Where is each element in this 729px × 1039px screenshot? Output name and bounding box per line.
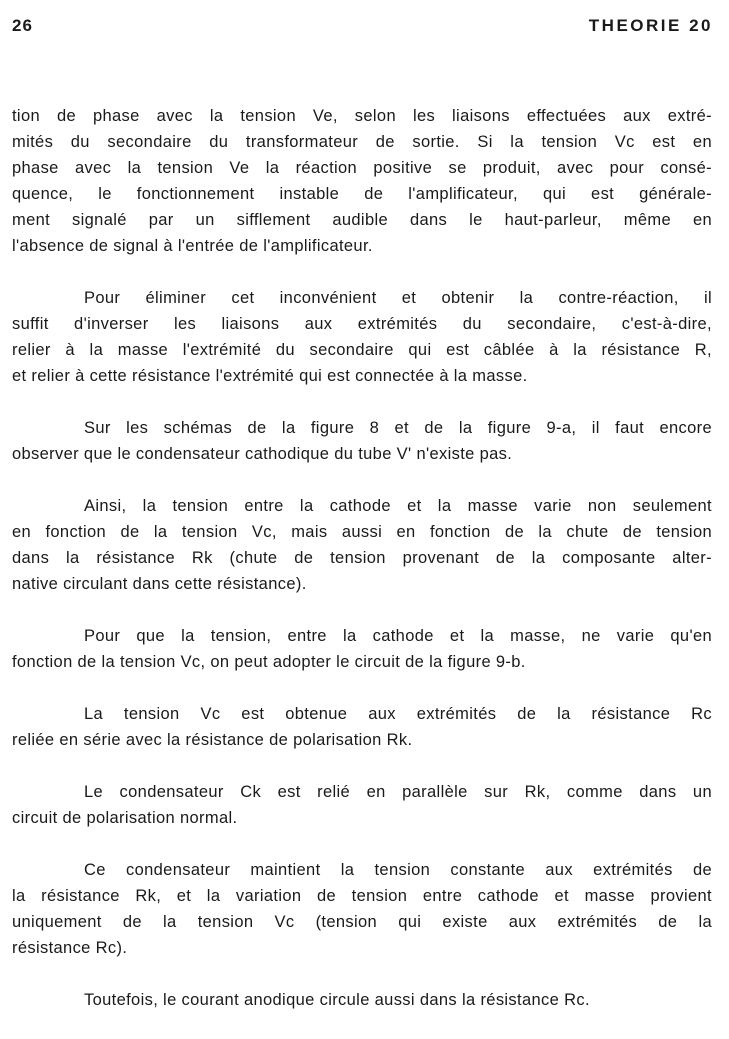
text-line: Ce condensateur maintient la tension constante aux extrémités de [84,861,712,879]
paragraph [12,415,712,467]
text-line: observer que le condensateur cathodique du tube V' n'existe pas. [12,445,513,463]
text-line: La tension Vc est obtenue aux extrémités de la résistance Rc [84,705,712,723]
page-header [12,14,713,38]
paragraph [12,857,712,961]
paragraph [12,623,712,675]
text-line: Ainsi, la tension entre la cathode et la masse varie non seulement [84,497,712,515]
text-line: ment signalé par un sifflement audible dans le haut-parleur, même en [12,211,712,229]
text-line: relier à la masse l'extrémité du secondaire qui est câblée à la résistance R, [12,341,712,359]
paragraph [12,701,712,753]
paragraph [12,285,712,389]
text-line: Toutefois, le courant anodique circule aussi dans la résistance Rc. [84,991,590,1009]
paragraph [12,493,712,597]
text-line: reliée en série avec la résistance de polarisation Rk. [12,731,413,749]
paragraph [12,779,712,831]
paragraph [12,103,712,259]
text-line: et relier à cette résistance l'extrémité qui est connectée à la masse. [12,367,528,385]
text-line: phase avec la tension Ve la réaction positive se produit, avec pour consé- [12,159,712,177]
running-title: THEORIE 20 [588,16,713,35]
text-line: mités du secondaire du transformateur de sortie. Si la tension Vc est en [12,133,712,151]
text-line: uniquement de la tension Vc (tension qui existe aux extrémités de la [12,913,712,931]
body-text [12,103,712,1039]
text-line: native circulant dans cette résistance). [12,575,307,593]
text-line: tion de phase avec la tension Ve, selon les liaisons effectuées aux extré- [12,107,712,125]
text-line: suffit d'inverser les liaisons aux extrémités du secondaire, c'est-à-dire, [12,315,712,333]
text-line: Le condensateur Ck est relié en parallèle sur Rk, comme dans un [84,783,712,801]
text-line: circuit de polarisation normal. [12,809,238,827]
text-line: la résistance Rk, et la variation de tension entre cathode et masse provient [12,887,712,905]
text-line: l'absence de signal à l'entrée de l'amplificateur. [12,237,373,255]
text-line: quence, le fonctionnement instable de l'amplificateur, qui est générale- [12,185,712,203]
text-line: fonction de la tension Vc, on peut adopter le circuit de la figure 9-b. [12,653,526,671]
text-line: résistance Rc). [12,939,128,957]
text-line: dans la résistance Rk (chute de tension provenant de la composante alter- [12,549,712,567]
paragraph [12,987,712,1013]
page-number: 26 [12,16,33,35]
text-line: en fonction de la tension Vc, mais aussi en fonction de la chute de tension [12,523,712,541]
text-line: Pour que la tension, entre la cathode et la masse, ne varie qu'en [84,627,712,645]
text-line: Pour éliminer cet inconvénient et obtenir la contre-réaction, il [84,289,712,307]
text-line: Sur les schémas de la figure 8 et de la figure 9-a, il faut encore [84,419,712,437]
